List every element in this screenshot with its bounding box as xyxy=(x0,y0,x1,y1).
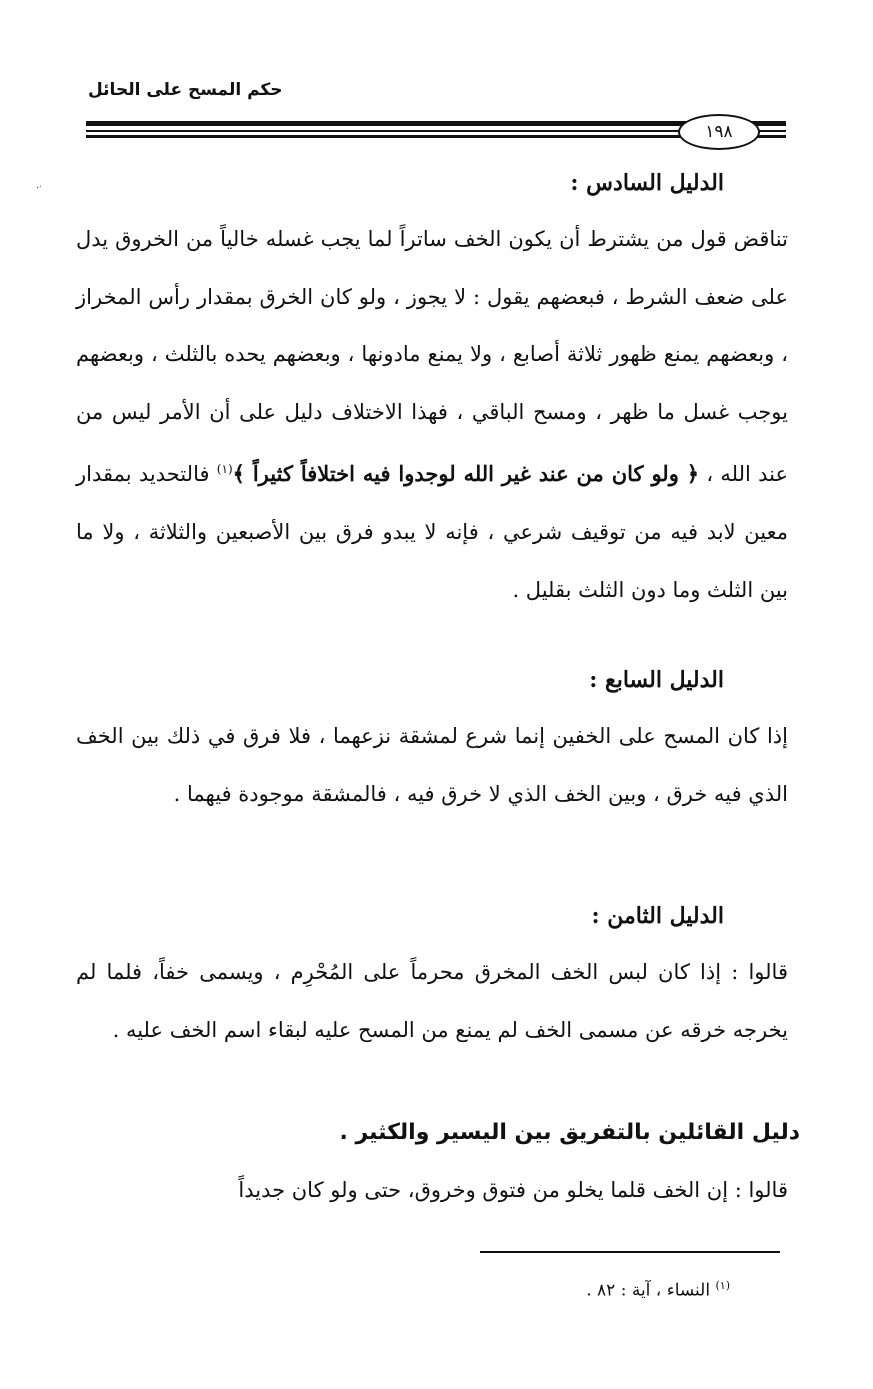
stray-mark: ·׳ xyxy=(36,183,42,194)
section-seventh xyxy=(76,660,788,823)
section-heading: الدليل السادس : xyxy=(570,170,724,196)
footnote-text: النساء ، آية : ٨٢ . xyxy=(586,1280,711,1301)
section-heading: الدليل السابع : xyxy=(589,667,724,693)
section-paragraph xyxy=(76,211,788,619)
section-paragraph: إذا كان المسح على الخفين إنما شرع لمشقة نزعهما ، فلا فرق في ذلك بين الخف الذي فيه خرق ، وبين الخف الذي لا خرق فيه ، فالمشقة موجودة فيهما . xyxy=(76,724,788,806)
final-section-paragraph: قالوا : إن الخف قلما يخلو من فتوق وخروق، حتى ولو كان جديداً xyxy=(238,1178,788,1202)
paragraph-text: تناقض قول من يشترط أن يكون الخف ساتراً لما يجب غسله خالياً من الخروق يدل على ضعف الشرط ، فبعضهم يقول : لا يجوز ، ولو كان الخرق بمقدار رأس المخراز ، وبعضهم يمنع ظهور ثلاثة أصابع ، ولا يمنع مادونها ، وبعضهم يحده بالثلث ، وبعضهم يوجب غسل ما ظهر ، ومسح الباقي ، فهذا الاختلاف دليل على أن الأمر ليس من عند الله ، xyxy=(76,227,789,487)
quran-quote: ﴿ ولو كان من عند غير الله لوجدوا فيه اختلافاً كثيراً ﴾ xyxy=(232,461,700,487)
footnote xyxy=(440,1279,730,1301)
section-paragraph: قالوا : إذا كان لبس الخف المخرق محرماً على المُحْرِم ، ويسمى خفاً، فلما لم يخرجه خرقه عن مسمى الخف لم يمنع من المسح عليه لبقاء اسم الخف عليه . xyxy=(76,960,788,1042)
paragraph-text-continued: فالتحديد بمقدار معين لابد فيه من توقيف شرعي ، فإنه لا يبدو فرق بين الأصبعين والثلاثة ، ولا ما بين الثلث وما دون الثلث بقليل . xyxy=(76,462,788,602)
final-section-heading: دليل القائلين بالتفريق بين اليسير والكثير . xyxy=(339,1120,800,1145)
section-eighth xyxy=(76,896,788,1059)
section-heading: الدليل الثامن : xyxy=(591,903,724,929)
section-sixth xyxy=(76,163,788,619)
footnote-divider xyxy=(480,1251,780,1253)
footnote-reference: (١) xyxy=(216,462,233,477)
final-section-paragraph-block xyxy=(76,1162,788,1220)
page-number: ١٩٨ xyxy=(678,114,760,150)
running-title: حكم المسح على الحائل xyxy=(88,80,283,100)
footnote-mark: (١) xyxy=(715,1279,730,1292)
